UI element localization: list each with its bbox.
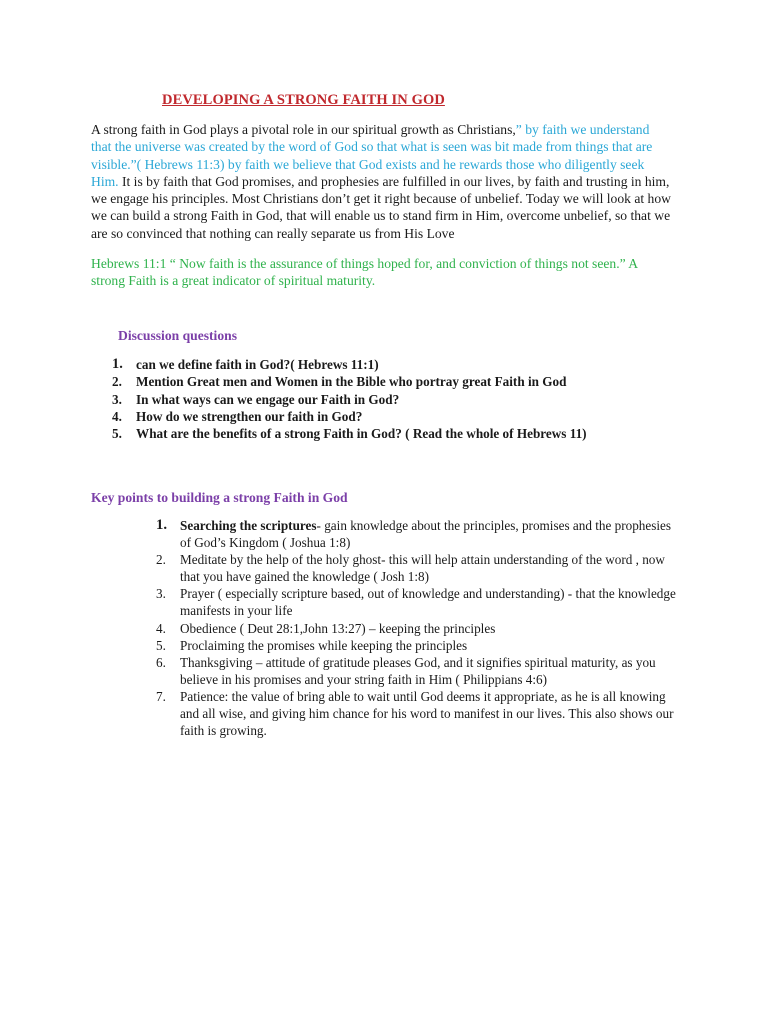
list-item-text: How do we strengthen our faith in God? (136, 408, 363, 424)
list-number: 3. (156, 586, 166, 602)
list-item-text: Thanksgiving – attitude of gratitude pleases God, and it signifies spiritual maturity, as you believe in his promises and your string faith in Him ( Philippians 4:6) (180, 654, 656, 687)
intro-scripture-quote: ” by faith we understand that the universe was created by the word of God so that what is seen was bit made from things that are visible.”( Hebrews 11:3) by faith we believe that God exists and he rewards those who diligently seek Him. (91, 122, 653, 189)
list-number: 1. (156, 517, 168, 533)
list-number: 7. (156, 688, 166, 704)
list-number: 2. (112, 374, 122, 390)
list-item-text: In what ways can we engage our Faith in God? (136, 391, 400, 407)
list-item-body: - gain knowledge about the principles, promises and the prophesies of God’s Kingdom ( Joshua 1:8) (180, 518, 672, 551)
list-number: 1. (112, 356, 123, 372)
list-number: 4. (156, 620, 166, 636)
list-item (112, 356, 692, 373)
list-number: 4. (112, 408, 122, 424)
list-number: 3. (112, 391, 122, 407)
list-number: 5. (112, 426, 122, 442)
list-item-text: What are the benefits of a strong Faith in God? ( Read the whole of Hebrews 11) (136, 426, 587, 442)
list-number: 2. (156, 552, 166, 568)
list-item (156, 688, 676, 739)
list-item (112, 408, 692, 425)
intro-paragraph (91, 121, 671, 242)
list-item (156, 585, 676, 619)
list-item (156, 637, 676, 654)
list-item-bold: Searching the scriptures (180, 518, 317, 533)
list-item-text: Obedience ( Deut 28:1,John 13:27) – keeping the principles (180, 620, 496, 636)
list-item-text: Prayer ( especially scripture based, out of knowledge and understanding) - that the knowledge manifests in your life (180, 586, 676, 619)
list-number: 6. (156, 654, 166, 670)
list-item (112, 425, 692, 442)
list-item (156, 620, 676, 637)
list-item (112, 373, 692, 390)
list-item-text (180, 517, 676, 551)
list-item-text: Proclaiming the promises while keeping the principles (180, 637, 468, 653)
key-points-heading: Key points to building a strong Faith in God (91, 490, 348, 505)
intro-text-continued: It is by faith that God promises, and prophesies are fulfilled in our lives, by faith and trusting in him, we engage his principles. Most Christians don’t get it right because of unbelief. Today we will look at how we can build a strong Faith in God, that will enable us to stand firm in Him, overcome unbelief, so that we are so convinced that nothing can really separate us from His Love (91, 173, 671, 241)
list-item-text: Patience: the value of bring able to wait until God deems it appropriate, as he is all knowing and all wise, and giving him chance for his word to manifest in our lives. This also shows our faith is growing. (180, 688, 674, 739)
page-title: DEVELOPING A STRONG FAITH IN GOD (162, 92, 445, 108)
list-item (156, 517, 676, 551)
list-item-text: can we define faith in God?( Hebrews 11:1) (136, 357, 379, 372)
hebrews-quote: Hebrews 11:1 “ Now faith is the assurance of things hoped for, and conviction of things not seen.” A strong Faith is a great indicator of spiritual maturity. (91, 256, 638, 289)
list-item-text: Meditate by the help of the holy ghost- this will help attain understanding of the word , now that you have gained the knowledge ( Josh 1:8) (180, 552, 665, 585)
discussion-list (112, 356, 692, 442)
list-item (112, 391, 692, 408)
list-item (156, 654, 676, 688)
list-item-text: Mention Great men and Women in the Bible who portray great Faith in God (136, 374, 567, 390)
discussion-heading: Discussion questions (118, 328, 237, 343)
list-item (156, 551, 676, 585)
intro-text: A strong faith in God plays a pivotal role in our spiritual growth as Christians, (91, 122, 516, 137)
list-number: 5. (156, 637, 166, 653)
key-points-list (156, 517, 676, 739)
